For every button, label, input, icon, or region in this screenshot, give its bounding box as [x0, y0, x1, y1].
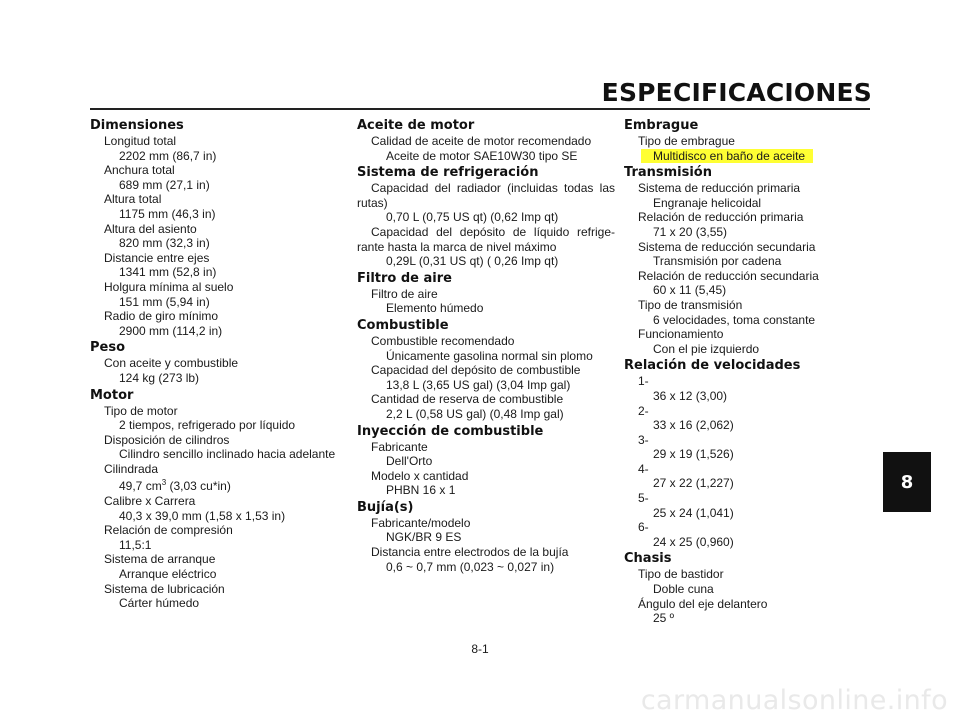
gear-label: 4- [638, 461, 649, 476]
spec-value: 71 x 20 (3,55) [653, 224, 728, 239]
title-rule [90, 108, 870, 110]
spec-value: 40,3 x 39,0 mm (1,58 x 1,53 in) [119, 508, 286, 523]
spec-label: Tipo de transmisión [638, 297, 743, 312]
section-heading-filtro: Filtro de aire [357, 270, 452, 286]
gear-value: 33 x 16 (2,062) [653, 418, 734, 433]
spec-value: 124 kg (273 lb) [119, 370, 200, 385]
spec-value: 2900 mm (114,2 in) [119, 323, 223, 338]
spec-label: Filtro de aire [371, 286, 438, 301]
spec-label: Disposición de cilindros [104, 432, 230, 447]
spec-value: 1341 mm (52,8 in) [119, 265, 217, 280]
spec-label: Calidad de aceite de motor recomendado [371, 134, 592, 148]
spec-value: 25 º [653, 611, 675, 626]
spec-value: Aceite de motor SAE10W30 tipo SE [386, 148, 578, 163]
section-heading-inyeccion: Inyección de combustible [357, 423, 544, 439]
spec-value: 11,5:1 [119, 537, 152, 552]
spec-label: Capacidad del depósito de combustible [371, 363, 581, 378]
gear-label: 6- [638, 520, 649, 535]
spec-label: Altura del asiento [104, 221, 197, 236]
spec-label: Longitud total [104, 134, 177, 148]
spec-value: NGK/BR 9 ES [386, 530, 462, 545]
spec-label: Calibre x Carrera [104, 494, 196, 509]
spec-label: Tipo de motor [104, 403, 178, 418]
spec-label: Distancie entre ejes [104, 250, 210, 265]
spec-label: Sistema de lubricación [104, 581, 225, 596]
gear-label: 2- [638, 403, 649, 418]
spec-label: Tipo de embrague [638, 134, 735, 148]
page-title: ESPECIFICACIONES [601, 78, 872, 107]
chapter-tab: 8 [883, 452, 931, 512]
spec-value: 60 x 11 (5,45) [653, 283, 727, 298]
spec-label: Relación de reducción primaria [638, 210, 804, 225]
page-number: 8-1 [471, 642, 489, 656]
spec-label: Ángulo del eje delantero [638, 596, 768, 611]
spec-label: Fabricante [371, 439, 428, 454]
spec-label: Combustible recomendado [371, 333, 515, 348]
spec-label: Fabricante/modelo [371, 515, 471, 530]
highlighted-value: Multidisco en baño de aceite [641, 149, 813, 163]
gear-label: 1- [638, 374, 649, 389]
section-heading-dimensiones: Dimensiones [90, 118, 184, 133]
spec-label-cont: rutas) [357, 195, 388, 210]
displacement-exponent: 3 [161, 478, 167, 488]
spec-label: Radio de giro mínimo [104, 309, 219, 324]
spec-value: Arranque eléctrico [119, 567, 217, 582]
section-heading-refrigeracion: Sistema de refrigeración [357, 165, 539, 181]
section-heading-chasis: Chasis [624, 551, 672, 567]
spec-value: Transmisión por cadena [653, 254, 782, 269]
spec-label: Relación de reducción secundaria [638, 268, 819, 283]
gear-value: 27 x 22 (1,227) [653, 476, 734, 491]
section-heading-motor: Motor [90, 387, 134, 403]
displacement-value: 49,7 cm [119, 479, 162, 494]
spec-value: 6 velocidades, toma constante [653, 312, 816, 327]
spec-value: Elemento húmedo [386, 301, 484, 316]
spec-label: Funcionamiento [638, 327, 724, 342]
section-heading-aceite: Aceite de motor [357, 118, 475, 133]
gear-label: 5- [638, 491, 649, 506]
spec-label: Holgura mínima al suelo [104, 279, 234, 294]
spec-label: Con aceite y combustible [104, 356, 239, 371]
spec-value: 2 tiempos, refrigerado por líquido [119, 418, 296, 433]
section-heading-relacion: Relación de velocidades [624, 358, 801, 374]
spec-value: 689 mm (27,1 in) [119, 177, 210, 192]
spec-value: Engranaje helicoidal [653, 195, 762, 210]
column-left [90, 116, 348, 611]
spec-value-displacement [90, 476, 348, 494]
spec-label: Sistema de reducción primaria [638, 181, 801, 196]
gear-value: 24 x 25 (0,960) [653, 534, 734, 549]
spec-value: 13,8 L (3,65 US gal) (3,04 Imp gal) [386, 377, 571, 392]
section-heading-embrague: Embrague [624, 118, 699, 133]
spec-label: Modelo x cantidad [371, 468, 469, 483]
section-heading-peso: Peso [90, 340, 126, 356]
spec-label: Capacidad del radiador (incluidas todas las [371, 181, 615, 196]
spec-label: Sistema de reducción secundaria [638, 239, 816, 254]
spec-value: Dell'Orto [386, 454, 433, 469]
spec-value: 2202 mm (86,7 in) [119, 148, 217, 163]
section-heading-transmision: Transmisión [624, 165, 712, 181]
spec-value: Con el pie izquierdo [653, 341, 760, 356]
gear-value: 36 x 12 (3,00) [653, 388, 728, 403]
spec-value-highlighted [624, 149, 882, 164]
spec-value: Cilindro sencillo inclinado hacia adelante [119, 447, 336, 462]
spec-label: Cantidad de reserva de combustible [371, 392, 564, 407]
spec-value: 1175 mm (46,3 in) [119, 206, 216, 221]
spec-label: Tipo de bastidor [638, 567, 724, 582]
spec-value: 2,2 L (0,58 US gal) (0,48 Imp gal) [386, 406, 564, 421]
spec-label-cont: rante hasta la marca de nivel máximo [357, 239, 557, 254]
spec-value: 0,6 ~ 0,7 mm (0,023 ~ 0,027 in) [386, 559, 555, 574]
spec-label: Cilindrada [104, 461, 159, 476]
column-middle [357, 116, 615, 574]
displacement-value-rest: (3,03 cu*in) [166, 479, 231, 494]
section-heading-combustible: Combustible [357, 317, 449, 333]
spec-value: 0,70 L (0,75 US qt) (0,62 Imp qt) [386, 210, 559, 225]
column-right [624, 116, 882, 626]
watermark: carmanualsonline.info [640, 685, 948, 716]
spec-label: Capacidad del depósito de líquido refrige- [371, 224, 615, 239]
spec-value: 820 mm (32,3 in) [119, 236, 210, 251]
spec-label: Sistema de arranque [104, 552, 216, 567]
spec-label: Altura total [104, 192, 162, 207]
section-heading-bujia: Bujía(s) [357, 499, 414, 515]
gear-label: 3- [638, 432, 649, 447]
spec-value: Cárter húmedo [119, 596, 200, 611]
spec-value: PHBN 16 x 1 [386, 483, 456, 498]
gear-value: 29 x 19 (1,526) [653, 447, 734, 462]
spec-label: Anchura total [104, 163, 175, 178]
spec-value: 0,29L (0,31 US qt) ( 0,26 Imp qt) [386, 254, 559, 269]
spec-label: Distancia entre electrodos de la bujía [371, 545, 569, 560]
spec-value: Únicamente gasolina normal sin plomo [386, 348, 593, 363]
spec-label: Relación de compresión [104, 523, 233, 538]
gear-value: 25 x 24 (1,041) [653, 505, 734, 520]
spec-value: Doble cuna [653, 582, 714, 597]
spec-value: 151 mm (5,94 in) [119, 294, 210, 309]
